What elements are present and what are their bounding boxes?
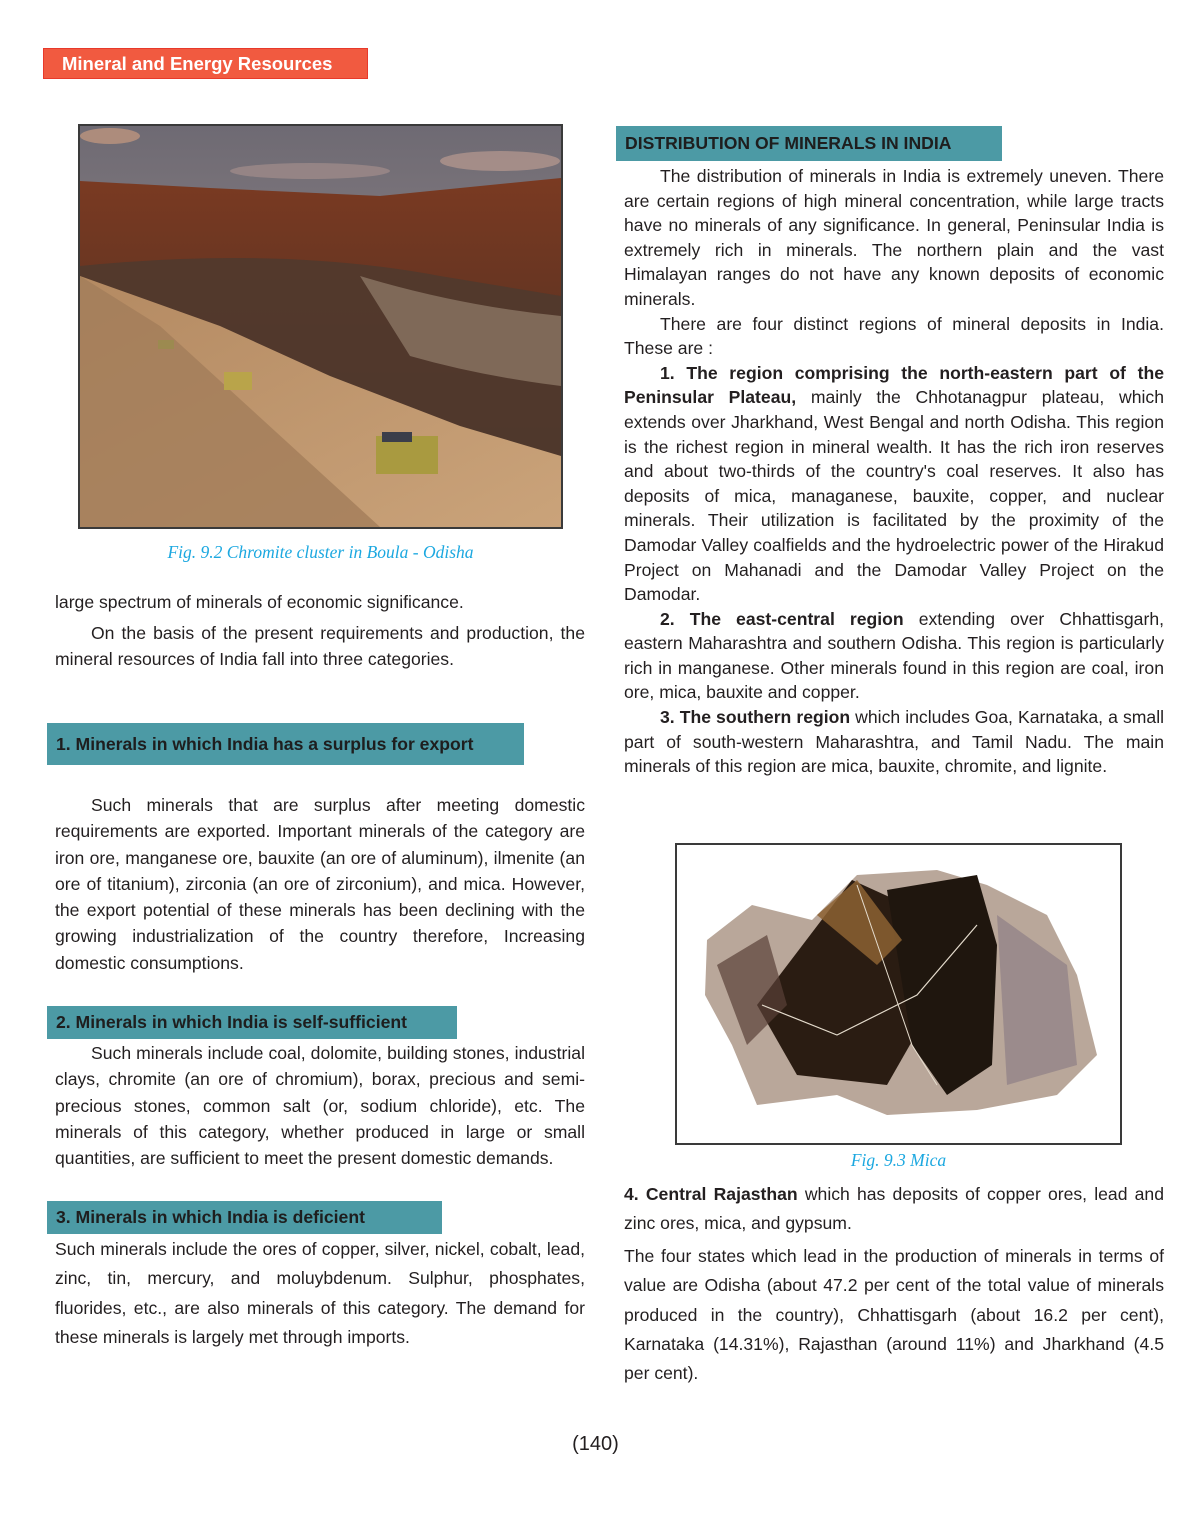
category-2-body (55, 1040, 585, 1171)
chapter-tag (43, 48, 368, 79)
category-2-paragraph: Such minerals include coal, dolomite, building stones, industrial clays, chromite (an ore of chromium), borax, precious and semi-precious stones, common salt (or, sodium chloride), etc. The minerals of this category, whether produced in large or small quantities, are sufficient to meet the present domestic demands. (55, 1043, 585, 1169)
region-4-title: 4. Central Rajasthan (624, 1184, 798, 1204)
category-1-heading-text: 1. Minerals in which India has a surplus for export (56, 733, 474, 754)
region-2-text: extending over Chhattisgarh, eastern Maharashtra and southern Odisha. This region is particularly rich in manganese. Other minerals found in this region are coal, iron ore, mica, bauxite and copper. (624, 608, 1164, 703)
category-2-heading (47, 1006, 457, 1039)
region-3-text: which includes Goa, Karnataka, a small part of south-western Maharashtra, and Tamil Nadu. The main minerals of this region are mica, bauxite, chromite, and lignite. (624, 707, 1165, 777)
region-2-paragraph (624, 607, 1164, 705)
category-1-heading (47, 723, 524, 765)
basis-paragraph: On the basis of the present requirements and production, the mineral resources of India fall into three categories. (55, 623, 585, 669)
region-4-paragraph (624, 1180, 1164, 1239)
category-3-paragraph: Such minerals include the ores of copper, silver, nickel, cobalt, lead, zinc, tin, mercury, and moluybdenum. Sulphur, phosphates, fluorides, etc., are also minerals of this category. The demand for these minerals is largely met through imports. (55, 1239, 585, 1348)
figure-mica-photo (675, 843, 1122, 1145)
category-2-heading-text: 2. Minerals in which India is self-sufficient (56, 1012, 407, 1032)
figure-caption-9-3: Fig. 9.3 Mica (850, 1150, 947, 1170)
mica-specimen-image (677, 845, 1120, 1143)
page-number: (140) (572, 1433, 619, 1455)
region-1-text: mainly the Chhotanagpur plateau, which extends over Jharkhand, West Bengal and north Odisha. This region is the richest region in mineral wealth. It has the rich iron reserves and about two-thirds of the country's coal reserves. It also has deposits of mica, managanese, bauxite, copper, and nuclear minerals. Their utilization is facilitated by the proximity of the Damodar Valley coalfields and the hydroelectric power of the Hirakud Project on Mahanadi and the Damodar Valley Project on the Damodar. (624, 387, 1164, 605)
distribution-heading (616, 126, 1002, 161)
category-3-heading-text: 3. Minerals in which India is deficient (56, 1207, 365, 1227)
intro-tail-paragraph: large spectrum of minerals of economic significance. (55, 592, 464, 612)
leading-states-paragraph: The four states which lead in the production of minerals in terms of value are Odisha (about 47.2 per cent of the total value of minerals produced in the country), Chhattisgarh (about 16.2 per cent), Karnataka (14.31%), Rajasthan (around 11%) and Jharkhand (4.5 per cent). (624, 1245, 1164, 1384)
region-1-paragraph (624, 361, 1164, 607)
region-4-and-states (624, 1180, 1164, 1389)
category-1-body (55, 792, 585, 976)
region-4-text: which has deposits of copper ores, lead and zinc ores, mica, and gypsum. (624, 1184, 1164, 1234)
figure-mine-photo (78, 124, 563, 529)
region-1-title: 1. The region comprising the north-eastern part of the Peninsular Plateau, (624, 362, 1164, 408)
region-2-title: 2. The east-central region (660, 608, 904, 629)
distribution-body (624, 164, 1164, 779)
left-column-intro (55, 590, 585, 672)
regions-intro-paragraph: There are four distinct regions of mineral deposits in India. These are : (624, 313, 1164, 359)
distribution-heading-text: DISTRIBUTION OF MINERALS IN INDIA (625, 133, 952, 153)
distribution-intro-paragraph: The distribution of minerals in India is extremely uneven. There are certain regions of high mineral concentration, while large tracts have no minerals of any significance. In general, Peninsular India is extremely rich in minerals. The northern plain and the vast Himalayan ranges do not have any known deposits of economic minerals. (624, 166, 1164, 309)
figure-caption-9-2: Fig. 9.2 Chromite cluster in Boula - Odisha (167, 542, 474, 562)
category-3-body (55, 1235, 585, 1353)
region-3-title: 3. The southern region (660, 707, 851, 728)
chapter-title: Mineral and Energy Resources (62, 52, 333, 74)
region-3-paragraph (624, 705, 1164, 779)
category-1-paragraph: Such minerals that are surplus after meeting domestic requirements are exported. Important minerals of the category are iron ore, manganese ore, bauxite (an ore of aluminum), ilmenite (an ore of titanium), zirconia (an ore of zirconium), and mica. However, the export potential of these minerals has been declining with the growing industrialization of the country therefore, Increasing domestic consumptions. (55, 795, 585, 973)
category-3-heading (47, 1201, 442, 1234)
open-pit-mine-image (80, 126, 561, 527)
